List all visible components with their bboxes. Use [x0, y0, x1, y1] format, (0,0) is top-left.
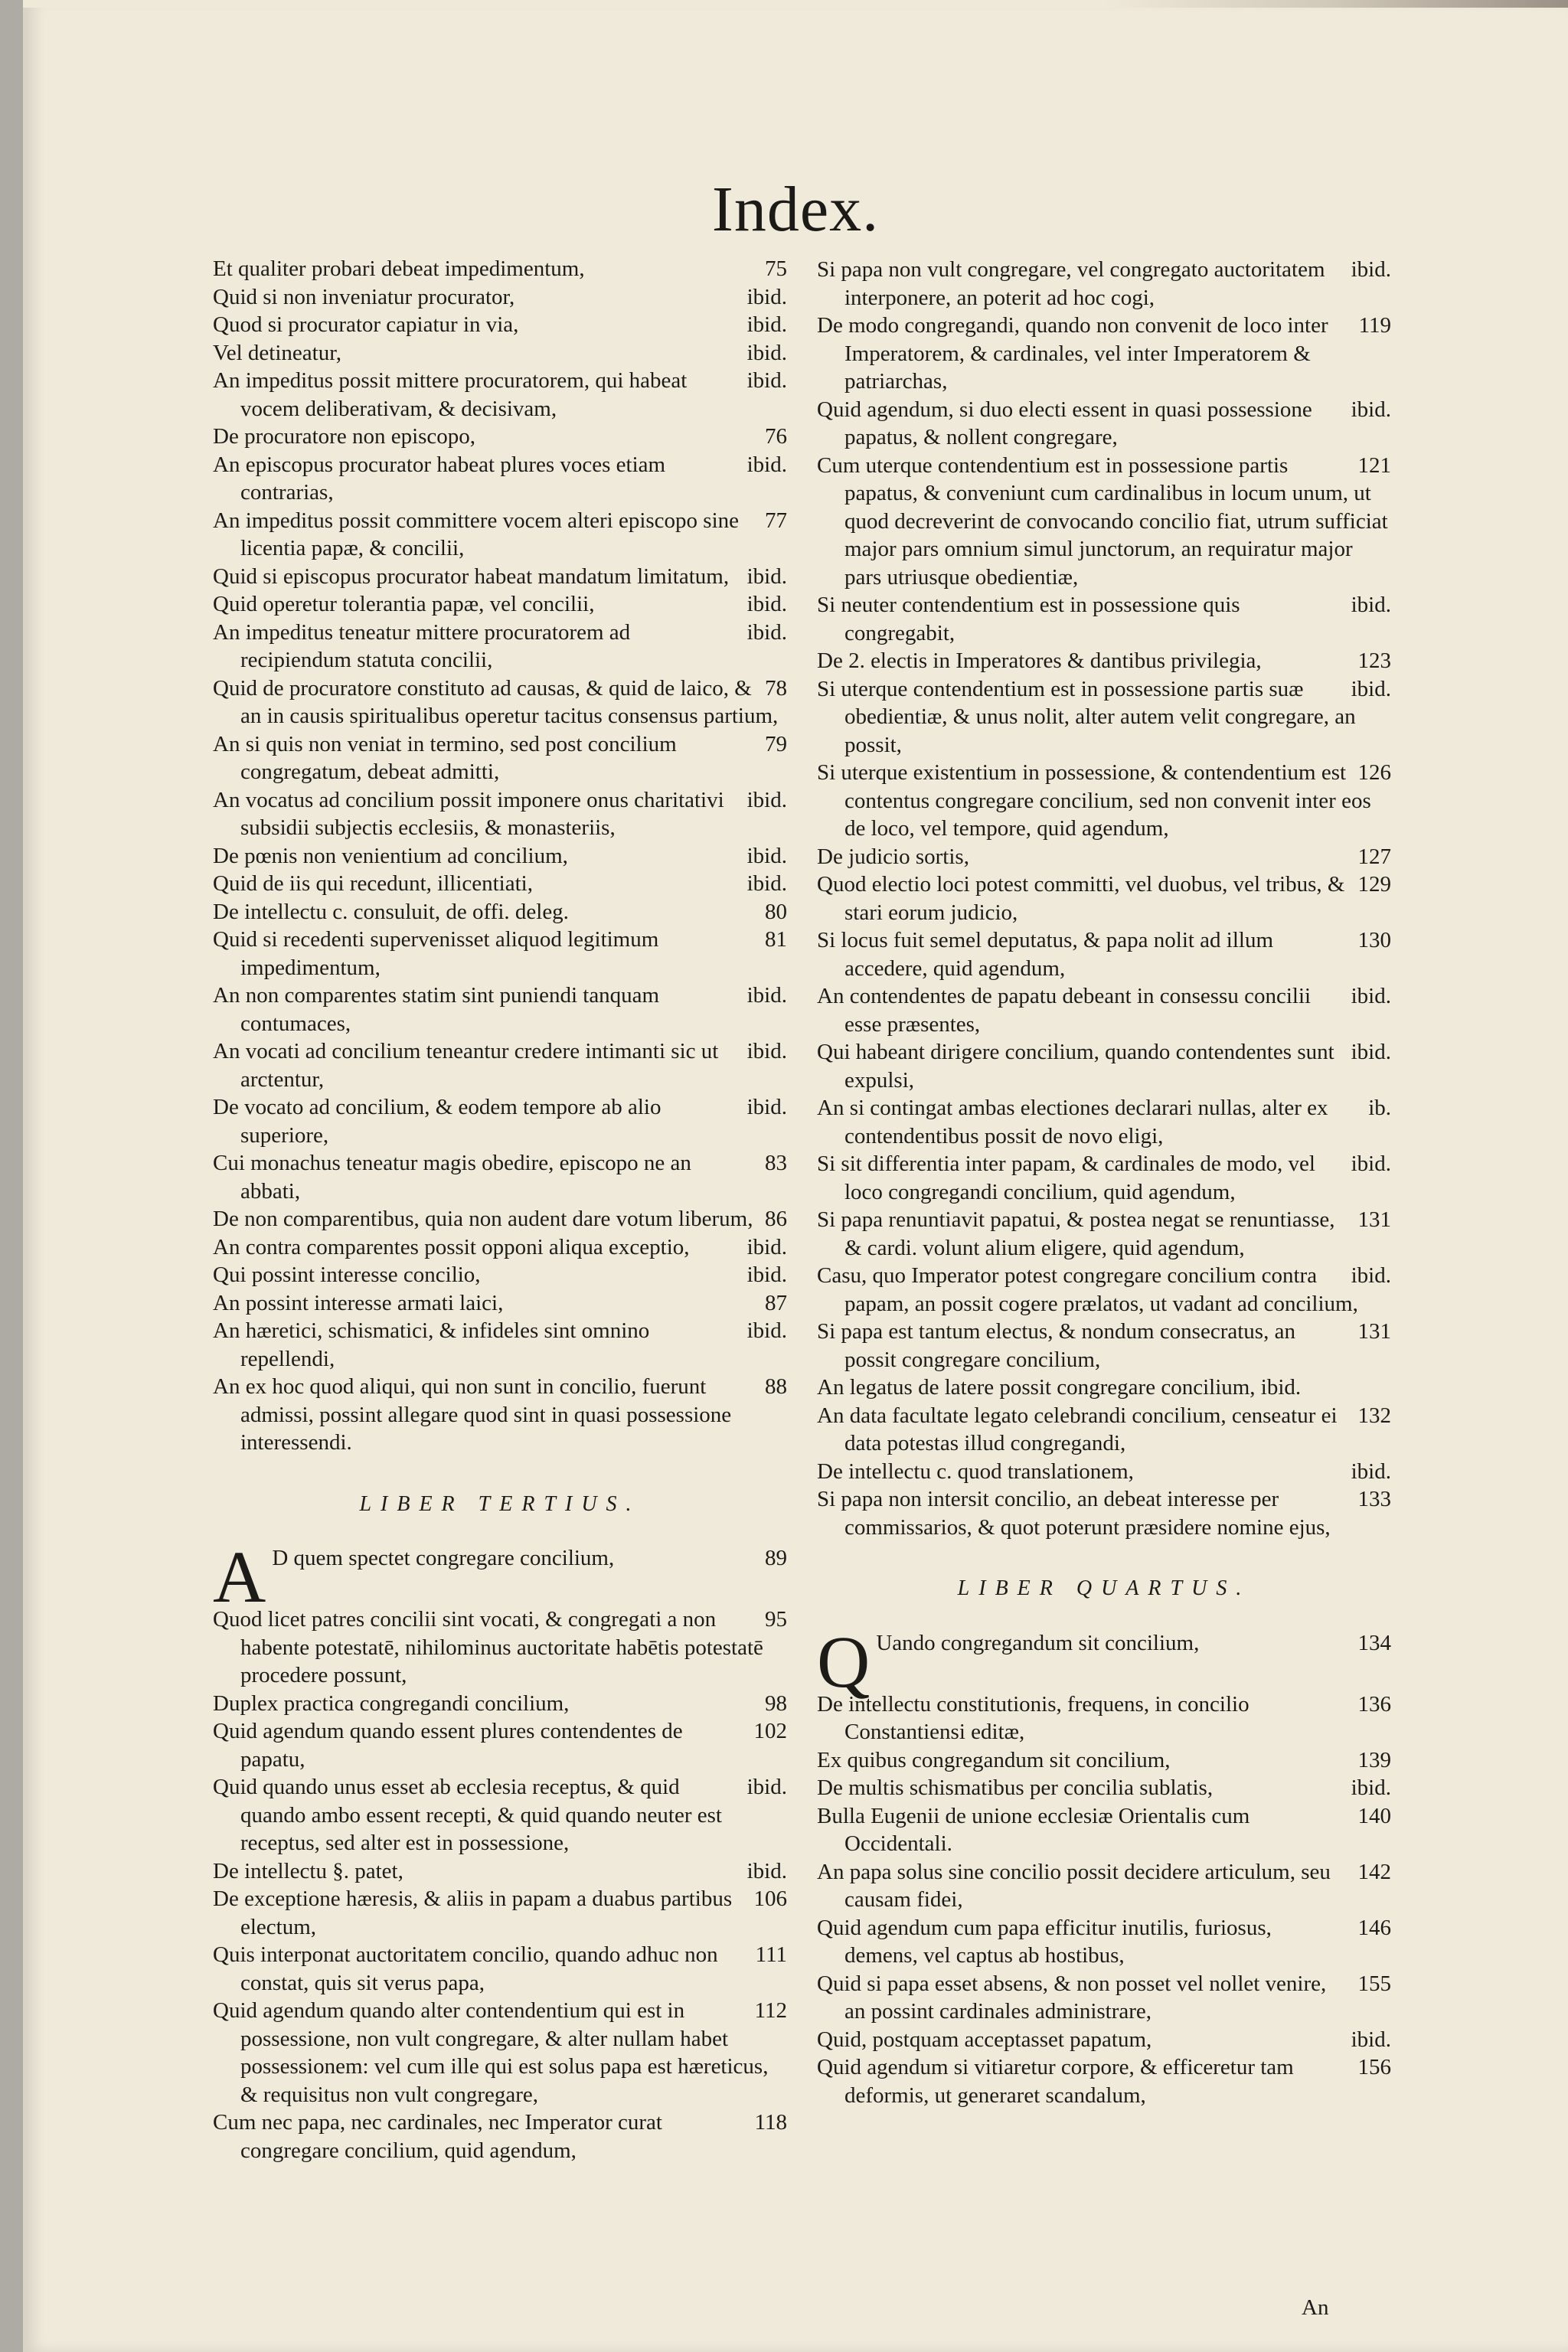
index-entry	[213, 898, 787, 926]
book-page	[23, 0, 1568, 2352]
entry-text: Quod electio loci potest committi, vel duobus, vel tribus, & stari eorum judicio,	[817, 872, 1345, 925]
page-number: 111	[755, 1942, 787, 1967]
page-number: ibid.	[1351, 257, 1391, 282]
page-number: 132	[1357, 1403, 1391, 1428]
index-entry	[213, 507, 787, 563]
entry-text: An impeditus possit mittere procuratorem, qui habeat vocem deliberativam, & decisivam,	[213, 368, 688, 421]
index-entry	[817, 256, 1391, 312]
index-entry	[817, 312, 1391, 396]
page-number: ibid.	[1351, 1263, 1391, 1288]
index-entry	[213, 1857, 787, 1886]
section-heading-liber-quartus: LIBER QUARTUS.	[957, 1576, 1251, 1600]
page-number: 89	[765, 1546, 787, 1570]
catchword: An	[1302, 2295, 1329, 2320]
page-number: 156	[1357, 2055, 1391, 2079]
entry-text: An si contingat ambas electiones declarari nullas, alter ex contendentibus possit de novo eligi,	[817, 1096, 1328, 1148]
page-number: ibid.	[746, 1039, 787, 1063]
entry-text: An vocatus ad concilium possit imponere onus charitativi subsidii subjectis ecclesiis, & monasteriis,	[213, 787, 724, 840]
index-entry	[213, 2109, 787, 2164]
page-number: 76	[765, 424, 787, 449]
index-entry	[213, 1261, 787, 1289]
entry-text: Duplex practica congregandi concilium,	[213, 1690, 570, 1716]
index-entry	[213, 590, 787, 619]
entry-text: An ex hoc quod aliqui, qui non sunt in concilio, fuerunt admissi, possint allegare quod sint in quasi possessione interessendi.	[213, 1374, 732, 1455]
entry-text: Quid agendum quando essent plures contendentes de papatu,	[213, 1719, 683, 1772]
page-number: ibid.	[746, 452, 787, 477]
entry-text: Quid agendum, si duo electi essent in quasi possessione papatus, & nollent congregare,	[817, 397, 1312, 449]
right-column	[817, 256, 1391, 2109]
entry-text: Si uterque contendentium est in possessione partis suæ obedientiæ, & unus nolit, alter autem velit congregare, an possit,	[817, 676, 1356, 757]
entry-text: An possint interesse armati laici,	[213, 1290, 504, 1315]
index-entry	[213, 1997, 787, 2109]
index-entry	[817, 1458, 1391, 1486]
page-number: 98	[765, 1690, 787, 1716]
entry-text: Quid agendum cum papa efficitur inutilis, furiosus, demens, vel captus ab hostibus,	[817, 1915, 1272, 1968]
entry-text: Ex quibus congregandum sit concilium,	[817, 1747, 1171, 1772]
index-entry	[213, 1941, 787, 1997]
page-number: 77	[765, 508, 787, 533]
page-number: 155	[1357, 1971, 1391, 1996]
left-column	[213, 255, 787, 2164]
page-number: 112	[754, 1998, 787, 2023]
index-entry	[817, 759, 1391, 843]
index-entry	[817, 871, 1391, 926]
entry-text: An contra comparentes possit opponi aliqua exceptio,	[213, 1234, 690, 1259]
entry-text: Casu, quo Imperator potest congregare concilium contra papam, an possit cogere prælatos, ut vadant ad concilium,	[817, 1263, 1358, 1316]
entry-text: Si papa renuntiavit papatui, & postea negat se renuntiasse, & cardi. volunt alium eligere, quid agendum,	[817, 1207, 1335, 1260]
entry-text: Quid si non inveniatur procurator,	[213, 284, 515, 309]
index-entry	[213, 926, 787, 982]
page-number: 95	[765, 1607, 787, 1632]
index-entry	[213, 1536, 787, 1618]
page-number: ibid.	[1351, 676, 1391, 701]
index-list-liber-quartus	[817, 1620, 1391, 2110]
entry-text: De intellectu c. quod translationem,	[817, 1459, 1134, 1484]
index-entry	[213, 982, 787, 1037]
page-number: 131	[1357, 1319, 1391, 1344]
page-number: 131	[1357, 1207, 1391, 1232]
index-entry	[817, 1858, 1391, 1914]
entry-text: An contendentes de papatu debeant in consessu concilii esse præsentes,	[817, 984, 1312, 1037]
index-entry	[817, 452, 1391, 592]
page-number: 121	[1357, 452, 1391, 478]
index-list-liber-tertius	[213, 1536, 787, 2164]
entry-text: De intellectu §. patet,	[213, 1858, 403, 1883]
page-title: Index.	[711, 174, 880, 245]
entry-text: An impeditus teneatur mittere procuratorem ad recipiendum statuta concilii,	[213, 619, 631, 672]
entry-text: De judicio sortis,	[817, 844, 969, 869]
page-number: 146	[1357, 1915, 1391, 1940]
page-number: ibid.	[1351, 593, 1391, 617]
page-number: 119	[1358, 313, 1391, 338]
page-number: ibid.	[1351, 2027, 1391, 2052]
index-entry	[213, 1690, 787, 1718]
page-number: ibid.	[746, 1234, 787, 1259]
index-entry	[817, 647, 1391, 675]
index-entry	[817, 982, 1391, 1038]
entry-text: An si quis non veniat in termino, sed post concilium congregatum, debeat admitti,	[213, 731, 677, 784]
entry-text: De exceptione hæresis, & aliis in papam a duabus partibus electum,	[213, 1886, 733, 1939]
entry-text: Cui monachus teneatur magis obedire, episcopo ne an abbati,	[213, 1151, 691, 1204]
index-entry	[213, 255, 787, 283]
page-number: 133	[1357, 1487, 1391, 1511]
page-number: ibid.	[746, 1858, 787, 1883]
entry-text: Si uterque existentium in possessione, & contendentium est contentus congregare concilium, sed non convenit inter eos de loco, vel tempore, quid agendum,	[817, 760, 1371, 841]
index-entry	[817, 1206, 1391, 1262]
page-number: ibid.	[746, 1318, 787, 1343]
index-entry	[817, 1914, 1391, 1970]
index-entry	[213, 1317, 787, 1373]
entry-text: Uando congregandum sit concilium,	[876, 1630, 1200, 1655]
entry-text: Qui possint interesse concilio,	[213, 1263, 481, 1287]
index-entry	[213, 339, 787, 368]
entry-text: D quem spectet congregare concilium,	[272, 1546, 615, 1570]
entry-text: An papa solus sine concilio possit decidere articulum, seu causam fidei,	[817, 1859, 1331, 1912]
entry-text: An data facultate legato celebrandi concilium, censeatur ei data potestas illud congregandi,	[817, 1403, 1338, 1455]
page-number: ibid.	[1351, 1775, 1391, 1800]
entry-text: An non comparentes statim sint puniendi tanquam contumaces,	[213, 983, 660, 1036]
page-number: 129	[1357, 872, 1391, 897]
index-entry	[817, 1318, 1391, 1374]
index-entry	[817, 1774, 1391, 1802]
entry-text: De non comparentibus, quia non audent dare votum liberum,	[213, 1207, 753, 1231]
entry-text: An impeditus possit committere vocem alteri episcopo sine licentia papæ, & concilii,	[213, 508, 739, 560]
page-number: 126	[1357, 760, 1391, 785]
entry-text: Quod si procurator capiatur in via,	[213, 312, 519, 337]
page-number: 130	[1357, 928, 1391, 952]
index-entry	[817, 1690, 1391, 1746]
page-number: 79	[765, 731, 787, 756]
entry-text: Quid si episcopus procurator habeat mandatum limitatum,	[213, 564, 730, 589]
index-entry	[817, 1485, 1391, 1541]
entry-text: An legatus de latere possit congregare concilium, ibid.	[817, 1375, 1302, 1400]
entry-text: De procuratore non episcopo,	[213, 424, 476, 449]
index-entry	[213, 1773, 787, 1857]
index-entry	[213, 367, 787, 423]
page-number: ibid.	[746, 340, 787, 365]
entry-text: Qui habeant dirigere concilium, quando contendentes sunt expulsi,	[817, 1040, 1334, 1093]
index-entry	[817, 1038, 1391, 1094]
index-entry	[213, 730, 787, 786]
index-entry	[213, 1233, 787, 1262]
page-number: 81	[765, 927, 787, 952]
index-entry	[213, 1037, 787, 1093]
entry-text: Si papa est tantum electus, & nondum consecratus, an possit congregare concilium,	[817, 1319, 1295, 1372]
index-entry	[213, 786, 787, 842]
entry-text: Quid si papa esset absens, & non posset vel nollet venire, an possint cardinales administrare,	[817, 1971, 1327, 2024]
index-entry	[817, 591, 1391, 647]
page-number: 86	[765, 1207, 787, 1231]
entry-text: Quid de procuratore constituto ad causas, & quid de laico, & an in causis spiritualibus operetur tacitus consensus partium,	[213, 675, 779, 728]
page-number: ibid.	[1351, 397, 1391, 422]
index-entry	[213, 1717, 787, 1773]
entry-text: An episcopus procurator habeat plures voces etiam contrarias,	[213, 452, 666, 505]
page-number: ibid.	[746, 368, 787, 393]
page-number: ibid.	[1351, 984, 1391, 1008]
index-entry	[213, 563, 787, 591]
index-entry	[213, 1149, 787, 1205]
entry-text: Et qualiter probari debeat impedimentum,	[213, 256, 585, 281]
page-number: ibid.	[746, 983, 787, 1008]
entry-text: Quid agendum quando alter contendentium qui est in possessione, non vult congregare, & alter nullam habet possessionem: vel cum ille qui est solus papa est hæreticus, & requisitus non vult congregare,	[213, 1998, 769, 2107]
page-number: ibid.	[746, 787, 787, 812]
index-entry	[213, 1885, 787, 1941]
entry-text: Quid si recedenti supervenisset aliquod legitimum impedimentum,	[213, 927, 659, 980]
index-entry	[213, 1373, 787, 1457]
index-entry	[817, 843, 1391, 871]
page-number: ibid.	[746, 284, 787, 309]
entry-text: Quid de iis qui recedunt, illicentiati,	[213, 871, 533, 896]
page-edge	[23, 0, 1568, 8]
page-number: 80	[765, 899, 787, 924]
index-entry	[213, 870, 787, 898]
entry-text: De multis schismatibus per concilia sublatis,	[817, 1775, 1214, 1800]
index-entry	[213, 619, 787, 675]
page-number: ibid.	[1351, 1459, 1391, 1484]
page-number: ibid.	[746, 1095, 787, 1119]
index-entry	[817, 1620, 1391, 1703]
entry-text: Si neuter contendentium est in possessione quis congregabit,	[817, 593, 1240, 645]
section-heading-liber-tertius: LIBER TERTIUS.	[359, 1491, 641, 1516]
entry-text: Si sit differentia inter papam, & cardinales de modo, vel loco congregandi concilium, quid agendum,	[817, 1152, 1315, 1204]
entry-text: De vocato ad concilium, & eodem tempore ab alio superiore,	[213, 1095, 662, 1148]
index-entry	[817, 1746, 1391, 1775]
page-number: 123	[1357, 648, 1391, 673]
index-list-left	[213, 255, 787, 1457]
page-number: 118	[754, 2110, 787, 2135]
page-number: 134	[1357, 1630, 1391, 1655]
entry-text: Quid quando unus esset ab ecclesia receptus, & quid quando ambo essent recepti, & quid quando neuter est receptus, sed alter est in possessione,	[213, 1775, 722, 1855]
index-entry	[817, 2053, 1391, 2109]
entry-text: Si locus fuit semel deputatus, & papa nolit ad illum accedere, quid agendum,	[817, 928, 1274, 981]
page-number: ibid.	[746, 564, 787, 589]
index-entry	[213, 675, 787, 730]
page-number: ibid.	[746, 1263, 787, 1287]
index-entry	[817, 396, 1391, 452]
index-entry	[817, 1402, 1391, 1458]
entry-text: Vel detineatur,	[213, 340, 341, 365]
entry-text: Bulla Eugenii de unione ecclesiæ Orientalis cum Occidentali.	[817, 1803, 1250, 1856]
entry-text: Quid agendum si vitiaretur corpore, & efficeretur tam deformis, ut generaret scandalum,	[817, 2055, 1294, 2108]
page-number: 136	[1357, 1691, 1391, 1717]
index-entry	[817, 1374, 1391, 1402]
index-entry	[213, 842, 787, 871]
index-entry	[213, 311, 787, 339]
page-number: 83	[765, 1151, 787, 1175]
index-entry	[213, 1606, 787, 1690]
page-number: 127	[1357, 844, 1391, 869]
entry-text: De intellectu constitutionis, frequens, in concilio Constantiensi editæ,	[817, 1691, 1250, 1744]
page-number: 139	[1357, 1747, 1391, 1772]
index-entry	[817, 1150, 1391, 1206]
page-number: ibid.	[746, 592, 787, 616]
index-entry	[213, 1093, 787, 1149]
drop-cap: A	[213, 1536, 266, 1618]
entry-text: De 2. electis in Imperatores & dantibus privilegia,	[817, 648, 1262, 673]
page-number: 140	[1357, 1803, 1391, 1828]
page-number: 87	[765, 1290, 787, 1315]
index-list-right	[817, 256, 1391, 1541]
page-number: 106	[753, 1886, 787, 1911]
page-number: ibid.	[746, 1775, 787, 1799]
index-entry	[817, 2026, 1391, 2054]
entry-text: De intellectu c. consuluit, de offi. deleg.	[213, 899, 569, 924]
index-entry	[213, 451, 787, 507]
entry-text: Quod licet patres concilii sint vocati, & congregati a non habente potestatē, nihilominus auctoritate habētis potestatē procedere possunt,	[213, 1607, 763, 1687]
page-number: ibid.	[1351, 1040, 1391, 1064]
page-number: 78	[765, 675, 787, 701]
index-entry	[213, 1205, 787, 1233]
page-number: 75	[765, 256, 787, 281]
page-number: ibid.	[746, 843, 787, 868]
drop-cap: Q	[817, 1620, 871, 1703]
page-number: ibid.	[746, 871, 787, 896]
entry-text: An vocati ad concilium teneantur credere intimanti sic ut arctentur,	[213, 1039, 719, 1092]
entry-text: Quis interponat auctoritatem concilio, quando adhuc non constat, quis sit verus papa,	[213, 1942, 718, 1995]
index-entry	[817, 1970, 1391, 2026]
index-entry	[817, 1094, 1391, 1150]
page-number: ibid.	[746, 619, 787, 645]
index-entry	[817, 675, 1391, 760]
entry-text: Si papa non intersit concilio, an debeat interesse per commissarios, & quot poterunt præsidere nomine ejus,	[817, 1487, 1331, 1540]
entry-text: Quid operetur tolerantia papæ, vel concilii,	[213, 592, 595, 616]
entry-text: An hæretici, schismatici, & infideles sint omnino repellendi,	[213, 1318, 650, 1371]
entry-text: Si papa non vult congregare, vel congregato auctoritatem interponere, an poterit ad hoc cogi,	[817, 257, 1325, 310]
index-entry	[817, 926, 1391, 982]
index-entry	[213, 1289, 787, 1318]
entry-text: Cum uterque contendentium est in possessione partis papatus, & conveniunt cum cardinalibus in locum unum, ut quod decreverint de convocando concilio fiat, utrum sufficiat major pars omnium simul junctorum, an requiratur major pars utriusque obedientiæ,	[817, 452, 1388, 590]
entry-text: Cum nec papa, nec cardinales, nec Imperator curat congregare concilium, quid agendum,	[213, 2110, 662, 2163]
page-number: 142	[1357, 1859, 1391, 1884]
index-entry	[817, 1262, 1391, 1318]
page-number: ibid.	[1351, 1152, 1391, 1176]
index-entry	[213, 423, 787, 451]
entry-text: De pœnis non venientium ad concilium,	[213, 843, 568, 868]
index-entry	[817, 1802, 1391, 1858]
index-entry	[213, 283, 787, 312]
page-number: 88	[765, 1374, 787, 1399]
page-number: ib.	[1368, 1096, 1391, 1120]
page-number: ibid.	[746, 312, 787, 337]
entry-text: De modo congregandi, quando non convenit de loco inter Imperatorem, & cardinales, vel inter Imperatorem & patriarchas,	[817, 313, 1328, 394]
page-number: 102	[753, 1719, 787, 1743]
entry-text: Quid, postquam acceptasset papatum,	[817, 2027, 1152, 2052]
